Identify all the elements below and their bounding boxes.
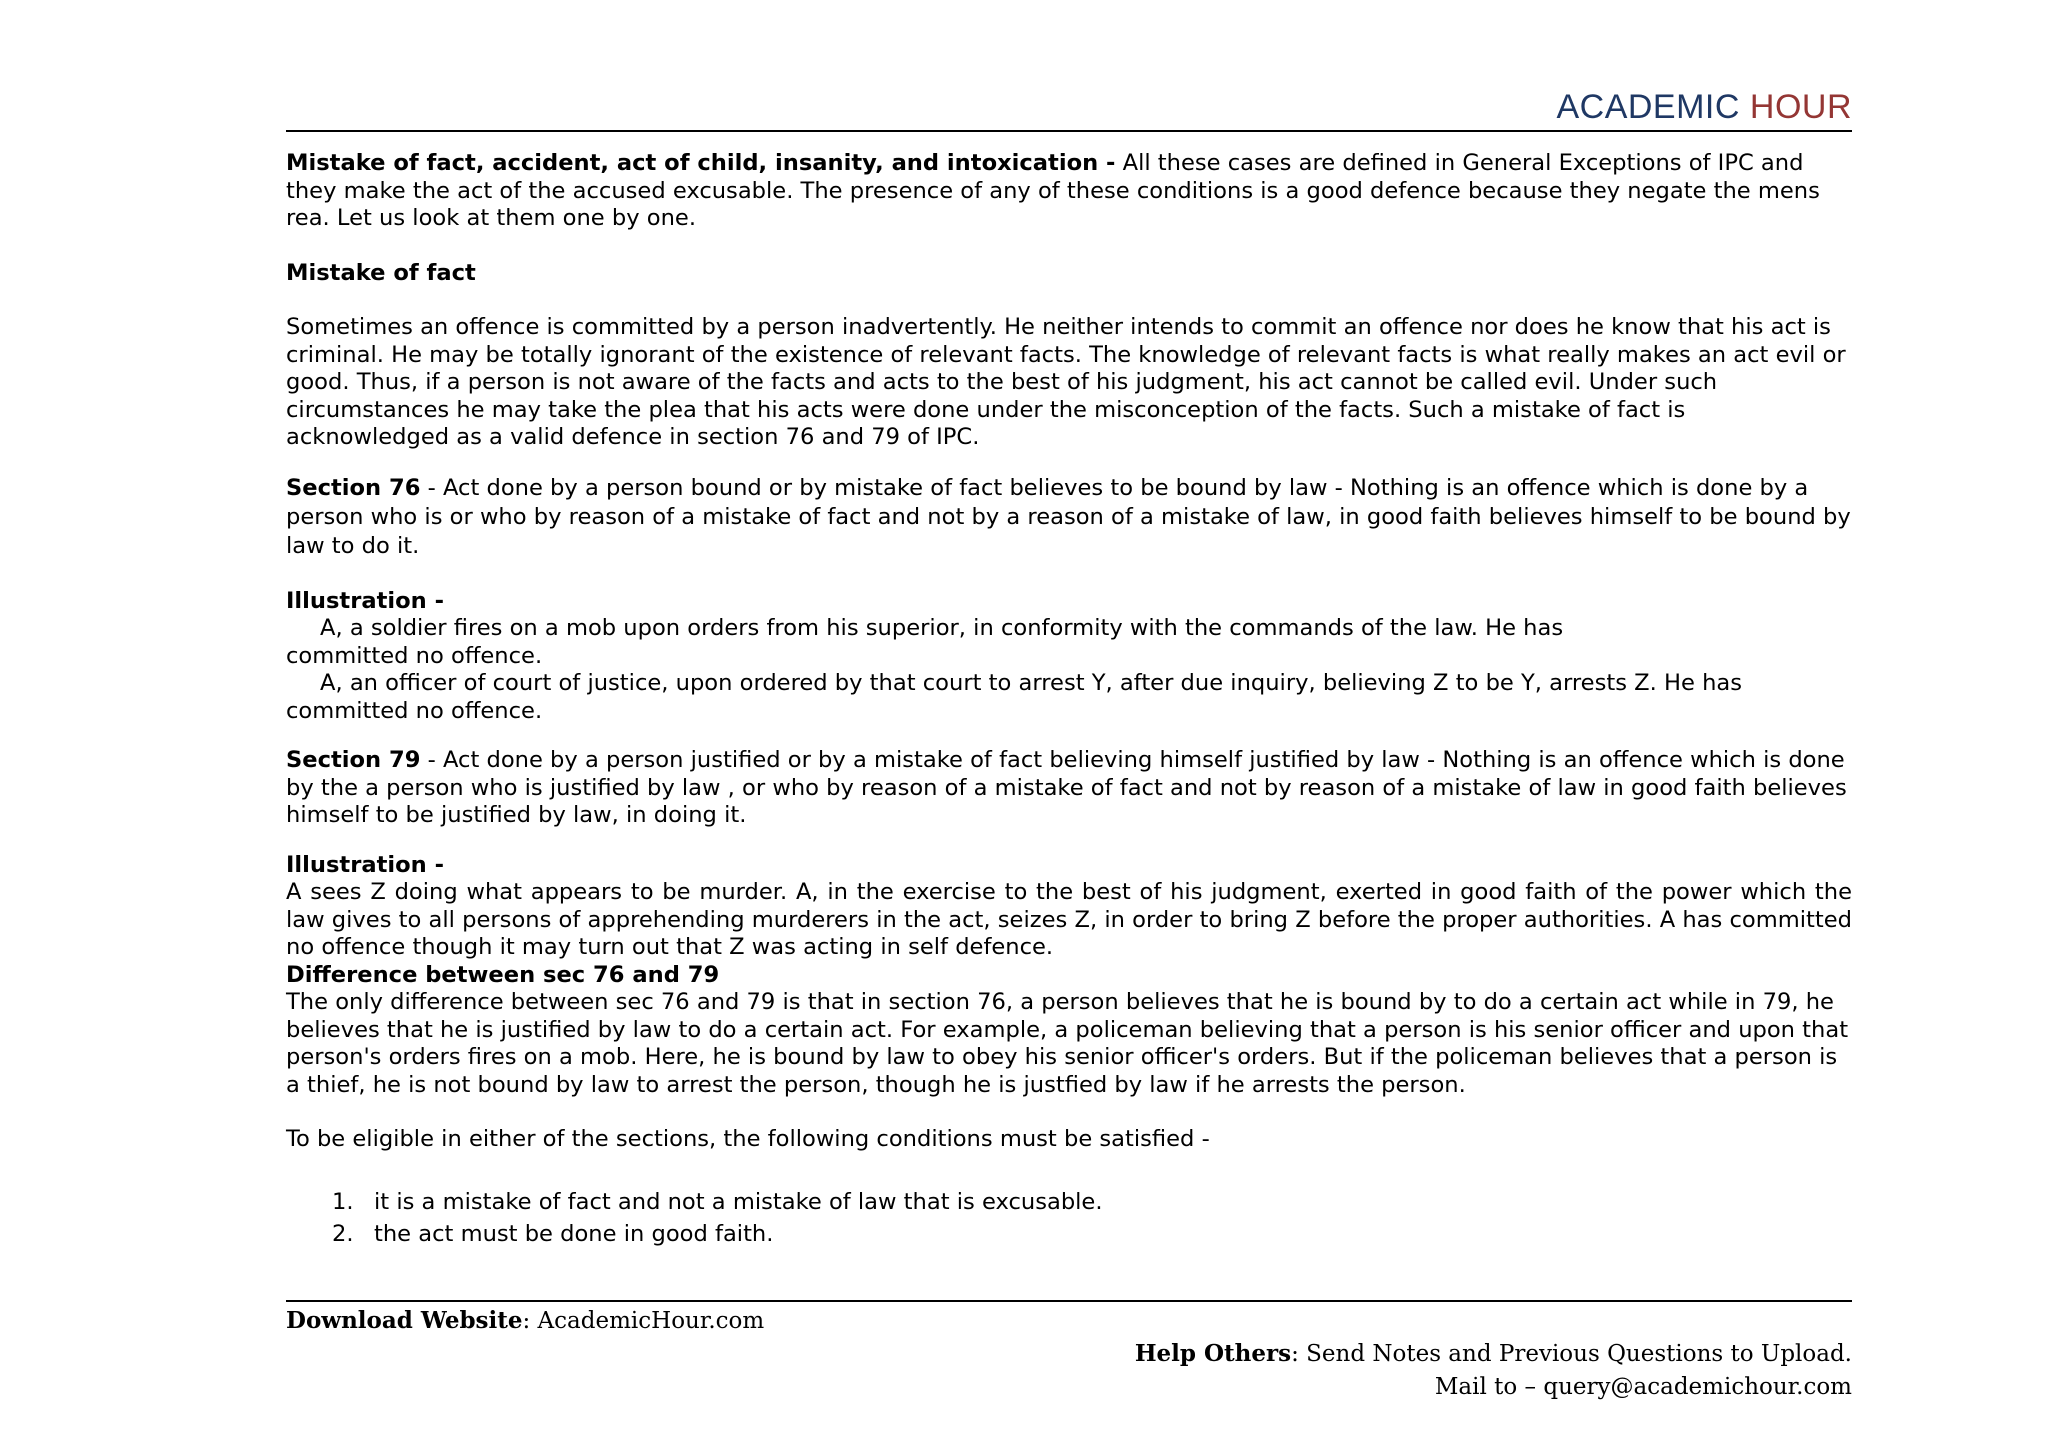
section-76-label: Section 76 [286,474,421,501]
site-brand-header [1556,88,1852,127]
conditions-list [286,1186,1852,1250]
intro-heading: Mistake of fact, accident, act of child, insanity, and intoxication - [286,150,1116,176]
section-79-label: Section 79 [286,747,421,773]
footer-help [286,1337,1852,1404]
section-79-text: - Act done by a person justified or by a mistake of fact believing himself justified by law - Nothing is an offence which is done by the a person who is justified by law , or who by reason of a mistake of fact and not by reason of a mistake of law in good faith believes himself to be justified by law, in doing it. [286,747,1847,828]
difference-heading: Difference between sec 76 and 79 [286,961,720,988]
list-item: 1. it is a mistake of fact and not a mistake of law that is excusable. [332,1188,1103,1215]
intro-paragraph [286,150,1852,233]
intro-text: All these cases are defined in General Exceptions of IPC and they make the act of the accused excusable. The presence of any of these conditions is a good defence because they negate the mens rea. Let us look at them one by one. [286,150,1820,231]
mail-contact-link[interactable]: Mail to – query@academichour.com [1434,1374,1852,1400]
section-79-paragraph [286,747,1852,830]
footer-divider [286,1300,1852,1302]
document-body [286,150,1852,1250]
section-76-paragraph [286,474,1852,561]
illustration-79-text: A sees Z doing what appears to be murder. A, in the exercise to the best of his judgment, exerted in good faith of the power which the law gives to all persons of apprehending murderers in the act, seizes Z, in order to bring Z before the proper authorities. A has committed no offence though it may turn out that Z was acting in self defence. [286,879,1852,960]
difference-paragraph: The only difference between sec 76 and 79 is that in section 76, a person believes that he is bound by to do a certain act while in 79, he believes that he is justified by law to do a certain act. For example, a policeman believing that a person is his senior officer and upon that person's orders fires on a mob. Here, he is bound by law to obey his senior officer's orders. But if the policeman believes that a person is a thief, he is not bound by law to arrest the person, though he is justfied by law if he arrests the person. [286,989,1849,1098]
help-label: Help Others [1134,1340,1292,1367]
help-text: : Send Notes and Previous Questions to Upload. [1291,1341,1852,1367]
download-label: Download Website [286,1307,523,1334]
header-divider [286,130,1852,132]
section-76-text: - Act done by a person bound or by mistake of fact believes to be bound by law - Nothing is an offence which is done by a person who is or who by reason of a mistake of fact and not by a reason of a mistake of law, in good faith believes himself to be bound by law to do it. [286,474,1851,559]
footer-download [286,1304,1852,1338]
download-website-link[interactable]: : AcademicHour.com [522,1308,765,1334]
help-others-line [286,1337,1852,1371]
list-item: 2. the act must be done in good faith. [332,1220,774,1247]
brand-word-academic: ACADEMIC [1556,88,1740,126]
brand-word-hour: HOUR [1749,88,1852,126]
illustration-76-line2: A, an officer of court of justice, upon ordered by that court to arrest Y, after due inquiry, believing Z to be Y, arrests Z. He has [320,670,1743,696]
mistake-of-fact-heading: Mistake of fact [286,259,476,286]
document-page [286,0,1852,1448]
illustration-76-line1-end: committed no offence. [286,642,543,669]
illustration-79-heading: Illustration - [286,851,445,878]
mistake-of-fact-paragraph: Sometimes an offence is committed by a person inadvertently. He neither intends to commit an offence nor does he know that his act is criminal. He may be totally ignorant of the existence of relevant facts. The knowledge of relevant facts is what really makes an act evil or good. Thus, if a person is not aware of the facts and acts to the best of his judgment, his act cannot be called evil. Under such circumstances he may take the plea that his acts were done under the misconception of the facts. Such a mistake of fact is acknowledged as a valid defence in section 76 and 79 of IPC. [286,314,1846,450]
illustration-76-line2-end: committed no offence. [286,697,543,724]
illustration-76-line1: A, a soldier fires on a mob upon orders from his superior, in conformity with the commands of the law. He has [320,615,1564,641]
illustration-76-heading: Illustration - [286,587,445,614]
conditions-intro: To be eligible in either of the sections, the following conditions must be satisfied - [286,1126,1210,1152]
